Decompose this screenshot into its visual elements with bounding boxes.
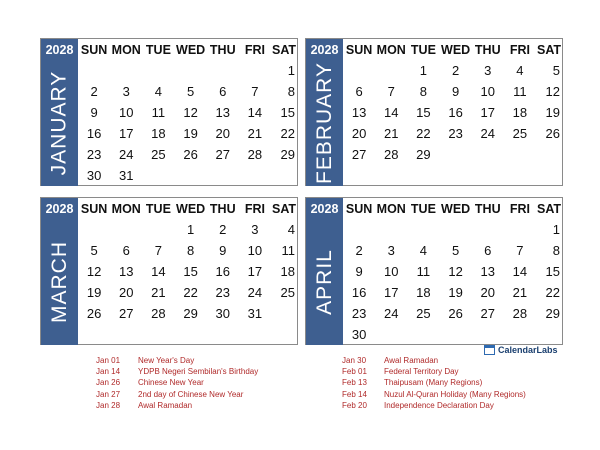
day-cell: 26 (448, 306, 463, 321)
day-cell: 25 (280, 285, 295, 300)
day-cell (78, 60, 110, 81)
day-cell: 2 (90, 84, 98, 99)
calendarlabs-logo[interactable] (484, 345, 558, 355)
weekday-sun: SUN (345, 42, 373, 57)
holiday-date: Feb 01 (342, 367, 367, 377)
day-cell: 22 (280, 126, 295, 141)
month-name: MARCH (47, 241, 71, 323)
weekday-sun: SUN (80, 42, 108, 57)
day-cell (407, 219, 439, 240)
month-name: APRIL (312, 249, 336, 315)
day-cell: 14 (384, 105, 399, 120)
day-cell: 16 (86, 126, 102, 141)
weekday-thu: THU (474, 201, 501, 216)
day-cell: 14 (247, 105, 263, 120)
day-cell: 27 (215, 147, 230, 162)
day-cell (175, 60, 207, 81)
day-cell (440, 219, 472, 240)
day-cell: 20 (480, 285, 495, 300)
weekday-sat: SAT (271, 201, 297, 216)
day-cell: 16 (448, 105, 463, 120)
day-cell: 9 (355, 264, 363, 279)
day-cell: 1 (419, 63, 428, 78)
day-cell: 7 (387, 84, 395, 99)
day-cell (239, 324, 271, 345)
day-cell: 13 (215, 105, 230, 120)
day-cell (440, 165, 472, 186)
holiday-row (96, 366, 258, 377)
day-cell (271, 165, 297, 186)
day-cell: 17 (247, 264, 263, 279)
holiday-date: Jan 30 (342, 356, 367, 365)
month-header (41, 39, 297, 60)
day-cell: 21 (384, 126, 399, 141)
day-cell (239, 60, 271, 81)
day-cell: 8 (419, 84, 428, 99)
day-cell (343, 219, 375, 240)
month-name: FEBRUARY (312, 62, 336, 184)
weekday-mon: MON (376, 201, 406, 216)
day-cell: 26 (183, 147, 198, 162)
day-cell (375, 165, 407, 186)
day-grid (343, 60, 562, 185)
day-cell: 19 (86, 285, 102, 300)
day-cell (110, 324, 142, 345)
day-cell (239, 165, 271, 186)
weekday-tue: TUE (145, 42, 171, 57)
day-cell: 13 (351, 105, 367, 120)
day-cell (207, 324, 239, 345)
day-cell: 18 (151, 126, 166, 141)
day-cell: 27 (351, 147, 367, 162)
holiday-row (342, 400, 526, 411)
day-cell: 24 (119, 147, 134, 162)
day-cell: 9 (451, 84, 460, 99)
day-cell: 7 (154, 243, 163, 258)
holiday-date: Feb 13 (342, 378, 367, 388)
day-cell: 4 (287, 222, 295, 237)
holiday-date: Jan 01 (96, 356, 121, 365)
month-april (305, 197, 563, 345)
day-cell: 1 (186, 222, 195, 237)
holiday-date: Jan 14 (96, 367, 121, 377)
day-cell: 6 (355, 84, 363, 99)
weekday-fri: FRI (244, 201, 266, 216)
day-cell: 24 (384, 306, 399, 321)
day-cell: 16 (215, 264, 230, 279)
month-march (40, 197, 298, 345)
day-cell: 3 (387, 243, 395, 258)
holiday-name: New Year's Day (138, 356, 195, 365)
day-cell (110, 60, 142, 81)
holiday-date: Jan 26 (96, 378, 121, 388)
weekday-fri: FRI (244, 42, 266, 57)
day-cell (343, 60, 375, 81)
day-cell: 17 (119, 126, 134, 141)
day-cell (375, 219, 407, 240)
day-cell: 9 (219, 243, 227, 258)
day-cell: 18 (512, 105, 528, 120)
day-cell: 3 (122, 84, 130, 99)
day-cell: 10 (247, 243, 263, 258)
day-cell: 6 (122, 243, 130, 258)
day-cell (78, 324, 110, 345)
day-cell: 4 (516, 63, 524, 78)
day-cell: 10 (480, 84, 495, 99)
weekday-sun: SUN (345, 201, 373, 216)
day-cell: 23 (448, 126, 463, 141)
day-cell: 5 (90, 243, 98, 258)
day-cell: 29 (416, 147, 431, 162)
holiday-row (342, 377, 526, 388)
day-cell: 12 (86, 264, 102, 279)
day-cell (142, 324, 174, 345)
day-cell: 21 (151, 285, 166, 300)
day-cell: 26 (545, 126, 560, 141)
day-cell: 22 (545, 285, 560, 300)
day-cell: 15 (183, 264, 198, 279)
day-cell: 7 (251, 84, 259, 99)
weekday-tue: TUE (410, 42, 436, 57)
day-cell: 17 (480, 105, 495, 120)
day-cell: 2 (355, 243, 363, 258)
day-cell: 13 (119, 264, 134, 279)
weekday-thu: THU (474, 42, 501, 57)
day-cell (504, 144, 536, 165)
day-cell: 21 (247, 126, 263, 141)
weekday-sat: SAT (536, 201, 562, 216)
day-cell: 6 (484, 243, 492, 258)
day-cell: 11 (281, 243, 295, 258)
weekday-tue: TUE (145, 201, 171, 216)
day-cell: 25 (151, 147, 166, 162)
day-cell (175, 324, 207, 345)
year-label: 2028 (41, 198, 78, 219)
day-cell: 12 (183, 105, 198, 120)
day-cell: 4 (154, 84, 163, 99)
holiday-name: Nuzul Al-Quran Holiday (Many Regions) (384, 389, 526, 399)
day-cell: 1 (287, 63, 295, 78)
holiday-row (342, 389, 526, 400)
day-cell: 11 (513, 84, 527, 99)
weekday-wed: WED (176, 42, 206, 57)
weekday-sat: SAT (271, 42, 297, 57)
day-cell (472, 219, 504, 240)
day-cell: 27 (119, 306, 134, 321)
day-cell: 18 (280, 264, 295, 279)
year-label: 2028 (306, 198, 343, 219)
day-cell (536, 165, 562, 186)
day-cell (271, 324, 297, 345)
day-cell: 23 (351, 306, 367, 321)
day-cell: 10 (384, 264, 399, 279)
day-cell: 5 (552, 63, 560, 78)
day-cell: 1 (552, 222, 560, 237)
day-cell: 28 (151, 306, 166, 321)
weekday-fri: FRI (509, 201, 531, 216)
day-cell: 14 (512, 264, 528, 279)
day-cell: 23 (86, 147, 102, 162)
day-cell: 8 (552, 243, 560, 258)
day-cell: 7 (516, 243, 524, 258)
day-cell: 8 (287, 84, 295, 99)
weekday-sat: SAT (536, 42, 562, 57)
day-cell: 15 (416, 105, 431, 120)
day-cell: 11 (151, 105, 166, 120)
weekday-thu: THU (209, 42, 236, 57)
day-cell: 22 (416, 126, 431, 141)
day-cell: 2 (451, 63, 460, 78)
day-cell (271, 303, 297, 324)
weekday-mon: MON (376, 42, 406, 57)
holiday-name: YDPB Negeri Sembilan's Birthday (138, 367, 259, 377)
holiday-name: Chinese New Year (138, 378, 204, 388)
holiday-date: Feb 14 (342, 389, 367, 399)
weekday-thu: THU (209, 201, 236, 216)
day-cell: 5 (186, 84, 195, 99)
holiday-name: Federal Territory Day (384, 367, 459, 377)
weekday-wed: WED (176, 201, 206, 216)
day-cell: 24 (247, 285, 263, 300)
day-cell: 10 (119, 105, 134, 120)
day-cell (207, 60, 239, 81)
weekday-sun: SUN (80, 201, 108, 216)
day-cell: 30 (351, 327, 367, 342)
day-cell: 31 (119, 168, 134, 183)
year-label: 2028 (41, 39, 78, 60)
holiday-list-right (342, 355, 526, 411)
month-header (41, 198, 297, 219)
weekday-wed: WED (441, 42, 471, 57)
day-cell: 29 (280, 147, 295, 162)
day-cell: 28 (247, 147, 263, 162)
day-cell (472, 144, 504, 165)
day-cell: 15 (280, 105, 295, 120)
day-cell: 19 (183, 126, 198, 141)
day-cell (407, 324, 439, 345)
weekday-mon: MON (111, 42, 141, 57)
day-cell: 20 (215, 126, 230, 141)
day-cell: 19 (448, 285, 463, 300)
calendar-icon (484, 345, 495, 355)
day-cell: 30 (215, 306, 230, 321)
holiday-date: Jan 27 (96, 389, 121, 399)
day-cell (536, 324, 562, 345)
day-cell: 11 (416, 264, 431, 279)
month-side-band (41, 60, 78, 186)
day-cell (375, 324, 407, 345)
day-cell: 19 (545, 105, 560, 120)
month-name: JANUARY (47, 70, 71, 176)
month-header (306, 198, 562, 219)
day-cell (175, 165, 207, 186)
day-cell (472, 324, 504, 345)
month-january (40, 38, 298, 186)
day-cell (110, 219, 142, 240)
day-cell: 29 (183, 306, 198, 321)
day-cell (440, 144, 472, 165)
day-cell: 12 (545, 84, 560, 99)
holiday-row (96, 377, 258, 388)
day-cell (440, 324, 472, 345)
day-cell: 22 (183, 285, 198, 300)
day-cell (504, 165, 536, 186)
day-cell (504, 324, 536, 345)
month-side-band (306, 60, 343, 186)
day-cell: 29 (545, 306, 560, 321)
day-cell (343, 165, 375, 186)
holiday-date: Jan 28 (96, 400, 121, 410)
holiday-date: Feb 20 (342, 400, 367, 410)
brand-name: CalendarLabs (498, 345, 558, 355)
day-cell: 20 (119, 285, 134, 300)
day-cell (142, 60, 174, 81)
holiday-name: Thaipusam (Many Regions) (384, 378, 483, 388)
day-grid (343, 219, 562, 344)
weekday-tue: TUE (410, 201, 436, 216)
day-cell: 3 (484, 63, 492, 78)
day-cell: 24 (480, 126, 495, 141)
day-cell (375, 60, 407, 81)
day-cell: 18 (416, 285, 431, 300)
day-cell: 21 (512, 285, 528, 300)
month-side-band (41, 219, 78, 345)
day-cell: 5 (451, 243, 460, 258)
holiday-row (342, 366, 526, 377)
weekday-wed: WED (441, 201, 471, 216)
day-cell (78, 219, 110, 240)
day-cell (536, 144, 562, 165)
day-cell (142, 165, 174, 186)
holiday-name: Independence Declaration Day (384, 400, 494, 410)
day-cell: 15 (545, 264, 560, 279)
holiday-name: Awal Ramadan (384, 356, 439, 365)
day-cell: 27 (480, 306, 495, 321)
day-cell: 25 (512, 126, 528, 141)
day-cell: 8 (186, 243, 195, 258)
day-cell (207, 165, 239, 186)
day-cell (142, 219, 174, 240)
holiday-row (96, 400, 258, 411)
day-cell: 6 (219, 84, 227, 99)
day-cell: 28 (384, 147, 399, 162)
month-side-band (306, 219, 343, 345)
day-cell: 25 (416, 306, 431, 321)
month-header (306, 39, 562, 60)
day-cell: 31 (247, 306, 263, 321)
day-cell: 30 (86, 168, 102, 183)
month-february (305, 38, 563, 186)
weekday-mon: MON (111, 201, 141, 216)
day-cell: 23 (215, 285, 230, 300)
day-grid (78, 219, 297, 344)
day-cell: 17 (384, 285, 399, 300)
day-cell: 20 (351, 126, 367, 141)
holiday-row (96, 355, 258, 366)
day-cell: 4 (419, 243, 428, 258)
day-cell: 3 (251, 222, 259, 237)
holiday-row (96, 389, 258, 400)
holiday-list-left (96, 355, 258, 411)
weekday-fri: FRI (509, 42, 531, 57)
day-cell: 26 (86, 306, 102, 321)
day-cell: 28 (512, 306, 528, 321)
day-cell: 16 (351, 285, 367, 300)
day-cell: 13 (480, 264, 495, 279)
holiday-name: Awal Ramadan (138, 400, 193, 410)
year-label: 2028 (306, 39, 343, 60)
day-cell (472, 165, 504, 186)
holiday-row (342, 355, 526, 366)
day-cell: 9 (90, 105, 98, 120)
day-cell (407, 165, 439, 186)
day-cell: 12 (448, 264, 463, 279)
day-grid (78, 60, 297, 185)
day-cell: 14 (151, 264, 166, 279)
holiday-name: 2nd day of Chinese New Year (138, 389, 244, 399)
day-cell: 2 (219, 222, 227, 237)
day-cell (504, 219, 536, 240)
